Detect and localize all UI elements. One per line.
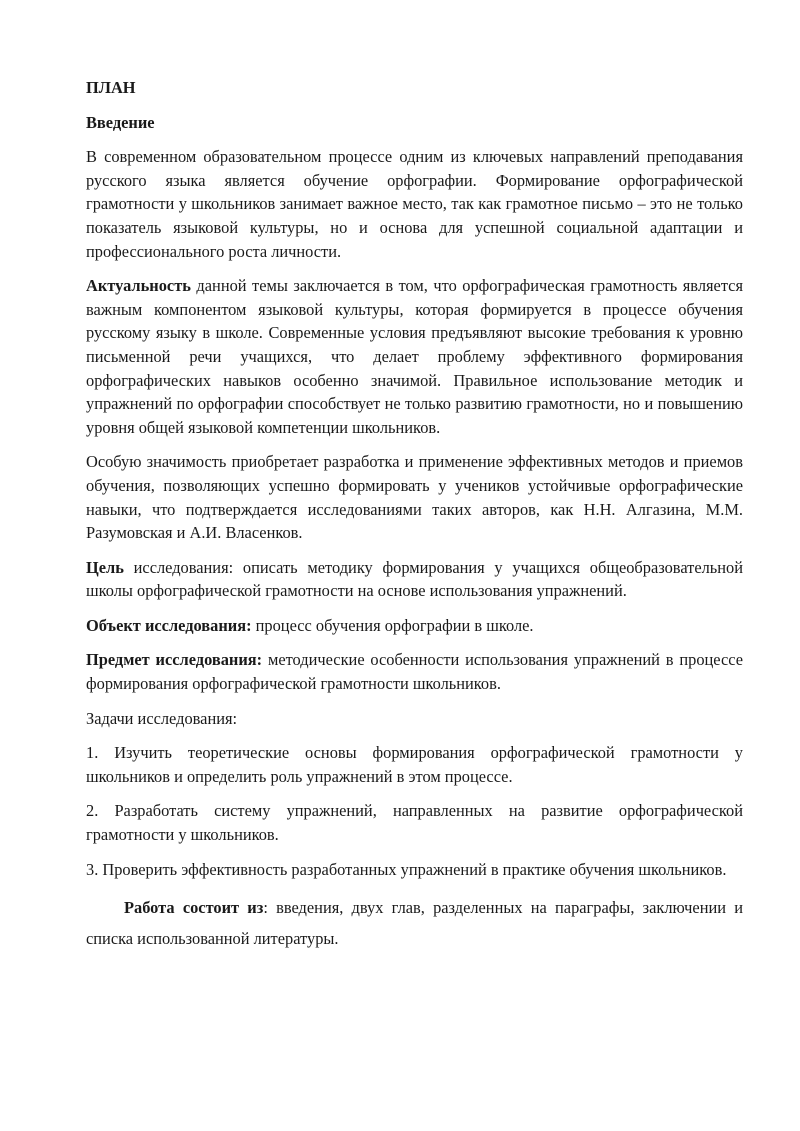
structure-text: : введения, двух глав, разделенных на параграфы, заключении и списка использованной литературы. [86, 898, 743, 949]
object-label: Объект исследования: [86, 615, 252, 635]
task-item-3: 3. Проверить эффективность разработанных упражнений в практике обучения школьников. [86, 859, 727, 879]
goal-paragraph [86, 556, 743, 603]
significance-paragraph: Особую значимость приобретает разработка и применение эффективных методов и приемов обучения, позволяющих успешно формировать у учеников устойчивые орфографические навыки, что подтверждается исследованиями таких авторов, как Н.Н. Алгазина, М.М. Разумовская и А.И. Власенков. [86, 452, 743, 543]
task-item-2: 2. Разработать систему упражнений, направленных на развитие орфографической грамотности у школьников. [86, 801, 743, 845]
goal-text: исследования: описать методику формирования у учащихся общеобразовательной школы орфографической грамотности на основе использования упражнений. [86, 557, 743, 601]
object-paragraph [86, 614, 743, 638]
structure-label: Работа состоит из [124, 898, 264, 918]
object-text: процесс обучения орфографии в школе. [251, 615, 534, 635]
subject-paragraph [86, 648, 743, 695]
relevance-paragraph [86, 274, 743, 439]
goal-label: Цель [86, 557, 124, 577]
subject-text: методические особенности использования упражнений в процессе формирования орфографической грамотности школьников. [86, 650, 743, 694]
structure-paragraph [86, 892, 743, 954]
task-item-1: 1. Изучить теоретические основы формирования орфографической грамотности у школьников и определить роль упражнений в этом процессе. [86, 743, 743, 786]
relevance-text: данной темы заключается в том, что орфографическая грамотность является важным компонентом языковой культуры, которая формируется в процессе обучения русскому языку в школе. Современные условия предъявляют высокие требования к уровню письменной речи учащихся, что делает проблему эффективного формирования орфографических навыков особенно значимой. Правильное использование методик и упражнений по орфографии способствует не только развитию грамотности, но и повышению уровня общей языковой компетенции школьников. [86, 276, 743, 437]
subject-label: Предмет исследования: [86, 650, 263, 670]
tasks-heading: Задачи исследования: [86, 708, 238, 728]
relevance-label: Актуальность [86, 276, 191, 296]
intro-heading: Введение [86, 112, 155, 132]
document-page [86, 76, 743, 965]
plan-title: ПЛАН [86, 78, 136, 97]
intro-paragraph: В современном образовательном процессе одним из ключевых направлений преподавания русского языка является обучение орфографии. Формирование орфографической грамотности у школьников занимает важное место, так как грамотное письмо – это не только показатель языковой культуры, но и основа для успешной социальной адаптации и профессионального роста личности. [86, 147, 743, 261]
